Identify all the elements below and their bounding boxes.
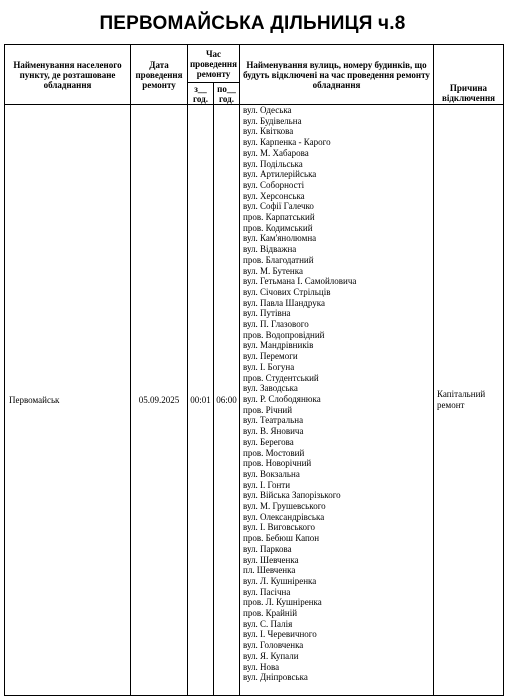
street-item: вул. Л. Кушніренка — [243, 575, 317, 586]
cell-locality: Первомайськ — [5, 105, 131, 696]
street-item: вул. Заводська — [243, 383, 298, 394]
street-item: вул. І. Гонти — [243, 479, 291, 490]
street-item: вул. Перемоги — [243, 351, 298, 362]
street-item: вул. І. Черевичного — [243, 629, 317, 640]
outage-table — [4, 44, 504, 696]
street-item: пл. Шевченка — [243, 565, 296, 576]
street-item: вул. Дніпровська — [243, 672, 308, 683]
header-time-to: по__ год. — [214, 83, 240, 105]
cell-date: 05.09.2025 — [131, 105, 188, 696]
street-item: пров. Карпатський — [243, 212, 315, 223]
street-item: пров. Крайній — [243, 608, 298, 619]
street-item: вул. Війська Запорізького — [243, 490, 341, 501]
street-item: вул. С. Палія — [243, 618, 293, 629]
street-item: вул. Артилерійська — [243, 169, 317, 180]
cell-reason: Капітальний ремонт — [434, 105, 504, 696]
street-item: вул. Пасічна — [243, 586, 291, 597]
street-item: пров. Бебюш Капон — [243, 533, 320, 544]
page-title: ПЕРВОМАЙСЬКА ДІЛЬНИЦЯ ч.8 — [99, 13, 406, 34]
street-item: вул. Путівна — [243, 308, 291, 319]
street-item: пров. Кодимський — [243, 222, 313, 233]
street-item: вул. Театральна — [243, 415, 304, 426]
header-streets: Найменування вулиць, номеру будинків, що будуть відключені на час проведення ремонту обладнання — [240, 45, 434, 105]
street-item: вул. Головченка — [243, 640, 304, 651]
street-item: пров. Благодатний — [243, 254, 314, 265]
street-item: пров. Новорічний — [243, 458, 312, 469]
street-item: вул. Кам'янолюмна — [243, 233, 317, 244]
street-item: вул. І. Виговського — [243, 522, 315, 533]
street-item: пров. Студентський — [243, 372, 319, 383]
street-item: вул. П. Глазового — [243, 319, 309, 330]
street-item: вул. Карпенка - Карого — [243, 137, 331, 148]
street-item: вул. Нова — [243, 661, 280, 672]
street-item: вул. М. Бутенка — [243, 265, 303, 276]
street-item: пров. Річний — [243, 404, 293, 415]
street-item: вул. Квіткова — [243, 126, 294, 137]
street-item: вул. Соборності — [243, 179, 305, 190]
street-item: вул. Херсонська — [243, 190, 305, 201]
street-item: вул. Січових Стрільців — [243, 286, 331, 297]
street-item: вул. Вокзальна — [243, 468, 300, 479]
street-item: вул. М. Грушевського — [243, 501, 326, 512]
street-item: вул. Берегова — [243, 436, 294, 447]
header-time-from: з__ год. — [188, 83, 214, 105]
cell-time-from: 00:01 — [188, 105, 214, 696]
street-item: вул. Софії Галечко — [243, 201, 314, 212]
street-list — [243, 105, 433, 683]
street-item: пров. Л. Кушніренка — [243, 597, 322, 608]
street-item: вул. М. Хабарова — [243, 147, 309, 158]
street-item: вул. Мандрівників — [243, 340, 314, 351]
street-item: вул. Р. Слободянюка — [243, 393, 321, 404]
header-time: Час проведення ремонту — [188, 45, 240, 83]
street-item: вул. Одеська — [243, 105, 292, 115]
cell-streets — [240, 105, 434, 696]
street-item: вул. Подільська — [243, 158, 303, 169]
street-item: вул. Гетьмана І. Самойловича — [243, 276, 357, 287]
street-item: вул. І. Богуна — [243, 361, 295, 372]
header-locality: Найменування населеного пункту, де розташоване обладнання — [5, 45, 131, 105]
street-item: вул. В. Яновича — [243, 426, 304, 437]
street-item: пров. Мостовий — [243, 447, 305, 458]
street-item: вул. Павла Шандрука — [243, 297, 325, 308]
header-reason: Причина відключення — [434, 83, 504, 105]
street-item: пров. Водопровідний — [243, 329, 325, 340]
street-item: вул. Відважна — [243, 244, 297, 255]
header-date: Дата проведення ремонту — [131, 45, 188, 105]
street-item: вул. Будівельна — [243, 115, 302, 126]
header-reason-spacer — [434, 45, 504, 83]
street-item: вул. Паркова — [243, 543, 292, 554]
street-item: вул. Я. Купали — [243, 650, 299, 661]
street-item: вул. Шевченка — [243, 554, 299, 565]
cell-time-to: 06:00 — [214, 105, 240, 696]
street-item: вул. Олександрівська — [243, 511, 325, 522]
